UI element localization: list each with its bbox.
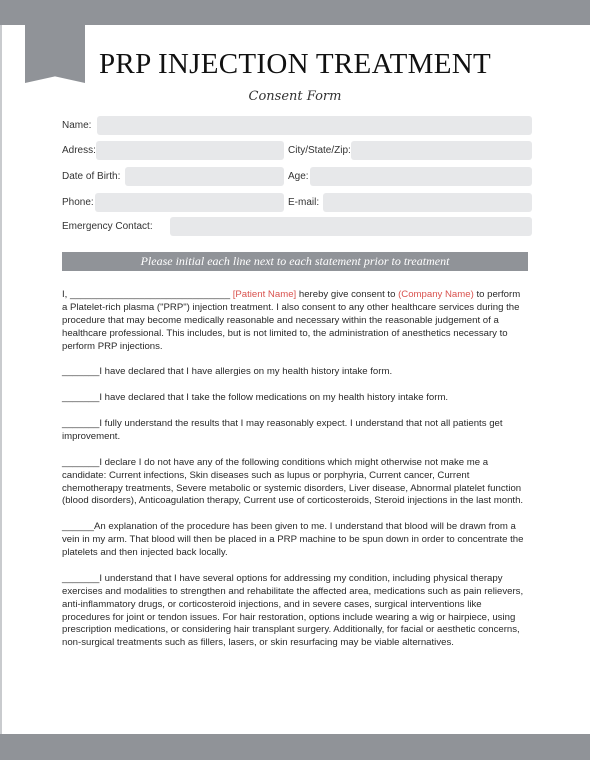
dob-label: Date of Birth:	[62, 171, 121, 182]
dob-row	[62, 167, 532, 186]
phone-field[interactable]	[95, 193, 284, 212]
phone-row	[62, 193, 532, 212]
name-label: Name:	[62, 120, 92, 131]
name-field[interactable]	[97, 116, 532, 135]
consent-body	[62, 289, 528, 663]
dob-field[interactable]	[125, 167, 284, 186]
city-state-zip-field[interactable]	[351, 141, 532, 160]
patient-name-placeholder: [Patient Name]	[232, 289, 297, 300]
document-subtitle: Consent Form	[248, 89, 342, 104]
emergency-row	[62, 217, 532, 236]
statement-conditions: _______I declare I do not have any of the following conditions which might otherwise not make me a candidate: Current infections, Skin diseases such as lupus or porphyria, Current cancer, Current chemotherapy treatments, Severe metabolic or systemic disorders, Liver disease, Abnormal platelet function (blood disorders), Anticoagulation therapy, Current use of corticosteroids, Steroid injections in the last month.	[62, 456, 524, 507]
emergency-contact-label: Emergency Contact:	[62, 221, 153, 232]
document-title: PRP INJECTION TREATMENT	[99, 48, 491, 80]
intro-prefix: I, ______________________________	[62, 289, 233, 300]
left-border	[0, 25, 2, 734]
email-label: E-mail:	[288, 197, 320, 208]
statement-alternatives: _______I understand that I have several options for addressing my condition, including physical therapy exercises and modalities to strengthen and rehabilitate the affected area, medications such as pain relievers, anti-inflammatory drugs, or corticosteroid injections, and in severe cases, surgical interventions like procedures for joint or tendon issues. For hair restoration, options include wearing a wig or hairpiece, using prescription medications, or considering hair transplant surgery. Additionally, for facial or aesthetic concerns, non-surgical treatments such as fillers, lasers, or skin resurfacing may be viable alternatives.	[62, 572, 524, 649]
address-row	[62, 141, 532, 160]
address-label: Adress:	[62, 145, 96, 156]
company-name-placeholder: (Company Name)	[398, 289, 474, 300]
email-field[interactable]	[323, 193, 532, 212]
age-label: Age:	[288, 171, 309, 182]
instruction-banner: Please initial each line next to each statement prior to treatment	[62, 252, 528, 271]
phone-label: Phone:	[62, 197, 94, 208]
intro-middle: hereby give consent to	[296, 289, 399, 300]
age-field[interactable]	[310, 167, 532, 186]
intro-suffix: to perform a Platelet-rich plasma ("PRP") injection treatment. I also consent to any other healthcare services during the procedure that may become medically reasonable and necessary within the reasonable judgement of a healthcare professional. This includes, but is not limited to, the administration of anesthetics necessary to perform PRP injections.	[62, 289, 521, 352]
statement-results: _______I fully understand the results that I may reasonably expect. I understand that not all patients get improvement.	[62, 418, 503, 442]
top-band	[0, 0, 590, 25]
city-state-zip-label: City/State/Zip:	[288, 145, 351, 156]
statement-medications: _______I have declared that I take the follow medications on my health history intake form.	[62, 392, 449, 404]
name-row	[62, 116, 532, 135]
emergency-contact-field[interactable]	[170, 217, 532, 236]
consent-intro	[62, 289, 528, 354]
address-field[interactable]	[96, 141, 284, 160]
bottom-band	[0, 734, 590, 760]
statement-procedure: ______An explanation of the procedure has been given to me. I understand that blood will be drawn from a vein in my arm. That blood will then be placed in a PRP machine to be spun down in order to concentrate the platelets and then injected back locally.	[62, 521, 524, 559]
statement-allergies: _______I have declared that I have allergies on my health history intake form.	[62, 366, 393, 378]
